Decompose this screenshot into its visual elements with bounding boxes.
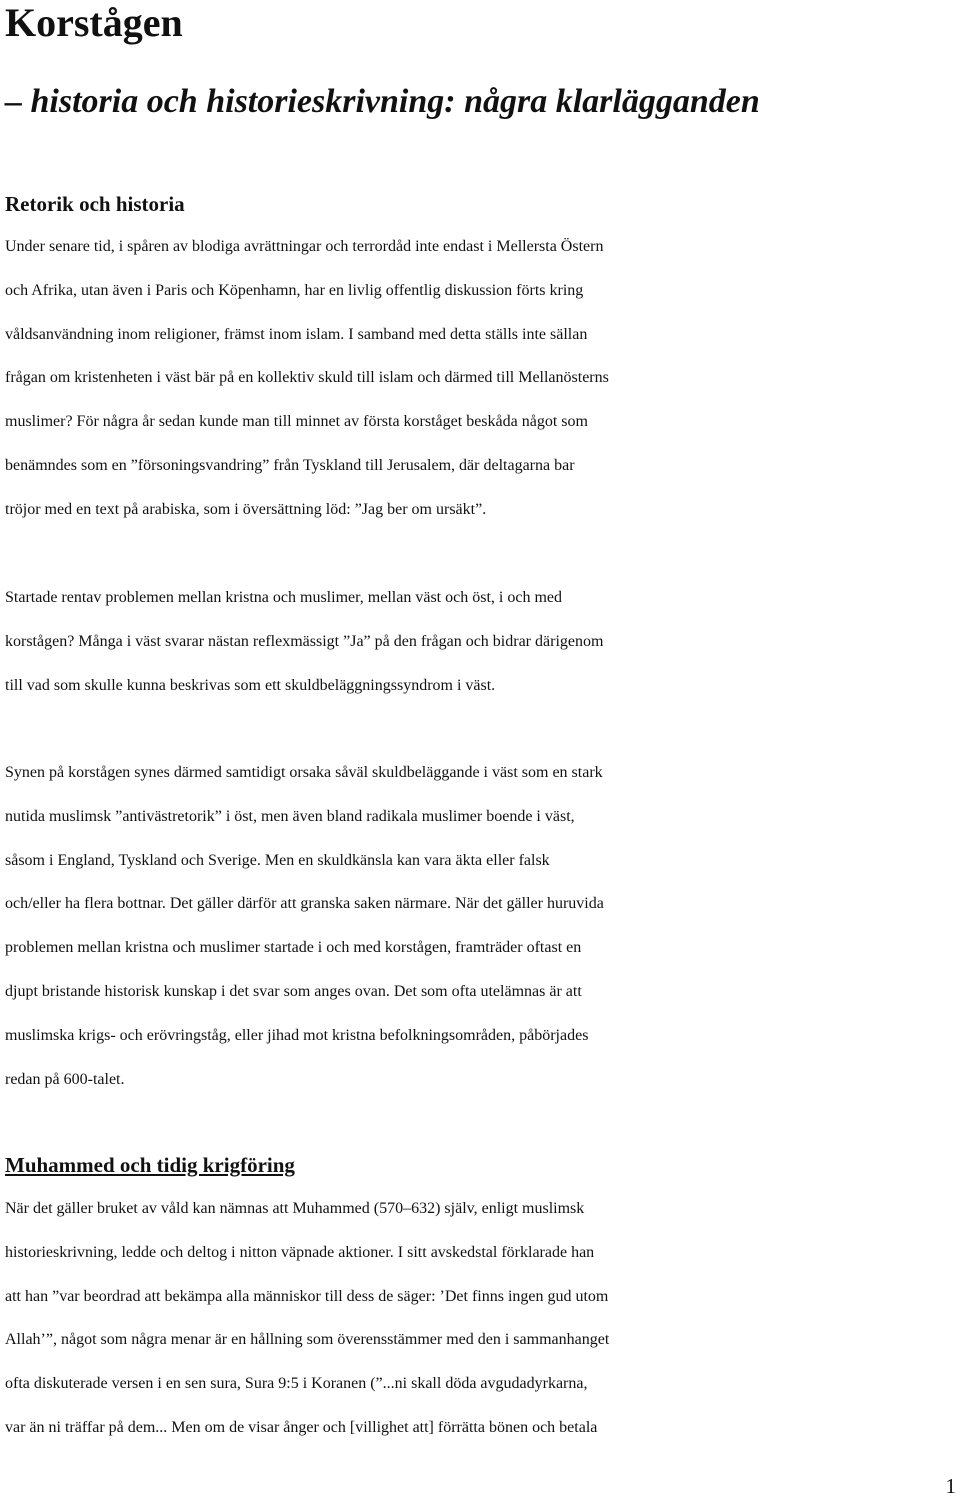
paragraph-line: muslimer? För några år sedan kunde man till minnet av första korståget beskåda något som [5,413,588,431]
paragraph-line: Under senare tid, i spåren av blodiga avrättningar och terrordåd inte endast i Mellersta Östern [5,238,604,255]
paragraph [5,1187,960,1450]
paragraph-line: korstågen? Många i väst svarar nästan reflexmässigt ”Ja” på den frågan och bidrar därigenom [5,632,604,650]
section-heading-retorik: Retorik och historia [5,192,185,216]
paragraph-line: frågan om kristenheten i väst bär på en kollektiv skuld till islam och därmed till Mellanösterns [5,369,609,387]
paragraph-line: var än ni träffar på dem... Men om de visar ånger och [villighet att] förrätta bönen och betala [5,1418,598,1436]
paragraph-line: ofta diskuterade versen i en sen sura, Sura 9:5 i Koranen (”...ni skall döda avgudadyrkarna, [5,1375,588,1393]
paragraph-line: till vad som skulle kunna beskrivas som ett skuldbeläggningssyndrom i väst. [5,676,496,694]
paragraph-line: muslimska krigs- och erövringståg, eller jihad mot kristna befolkningsområden, påbörjades [5,1026,589,1044]
document-title: Korstågen [5,0,183,45]
paragraph-line: och Afrika, utan även i Paris och Köpenhamn, har en livlig offentlig diskussion förts kring [5,281,584,299]
paragraph-line: nutida muslimsk ”antivästretorik” i öst, men även bland radikala muslimer boende i väst, [5,807,575,825]
paragraph [5,576,960,707]
paragraph-line: När det gäller bruket av våld kan nämnas att Muhammed (570–632) själv, enligt muslimsk [5,1200,585,1217]
paragraph-line: att han ”var beordrad att bekämpa alla människor till dess de säger: ’Det finns ingen gud utom [5,1287,609,1305]
paragraph-line: benämndes som en ”försoningsvandring” från Tyskland till Jerusalem, där deltagarna bar [5,456,575,474]
paragraph-line: och/eller ha flera bottnar. Det gäller därför att granska saken närmare. När det gäller huruvida [5,895,604,913]
paragraph [5,751,960,1101]
paragraph [5,225,960,532]
paragraph-line: såsom i England, Tyskland och Sverige. Men en skuldkänsla kan vara äkta eller falsk [5,851,550,869]
page-number: 1 [945,1474,956,1498]
paragraph-line: Startade rentav problemen mellan kristna och muslimer, mellan väst och öst, i och med [5,589,562,606]
paragraph-line: våldsanvändning inom religioner, främst inom islam. I samband med detta ställs inte sällan [5,325,588,343]
paragraph-line: historieskrivning, ledde och deltog i nitton väpnade aktioner. I sitt avskedstal förklarade han [5,1243,595,1261]
paragraph-line: redan på 600-talet. [5,1070,125,1088]
paragraph-line: problemen mellan kristna och muslimer startade i och med korstågen, framträder oftast en [5,939,582,957]
paragraph-line: Allah’”, något som några menar är en hållning som överensstämmer med den i sammanhanget [5,1331,610,1349]
section-heading-muhammed: Muhammed och tidig krigföring [5,1153,295,1177]
paragraph-line: djupt bristande historisk kunskap i det svar som anges ovan. Det som ofta utelämnas är att [5,982,582,1000]
document-subtitle: – historia och historieskrivning: några klarlägganden [5,83,760,120]
paragraph-line: Synen på korstågen synes därmed samtidigt orsaka såväl skuldbeläggande i väst som en stark [5,764,603,781]
paragraph-line: tröjor med en text på arabiska, som i översättning löd: ”Jag ber om ursäkt”. [5,500,487,518]
